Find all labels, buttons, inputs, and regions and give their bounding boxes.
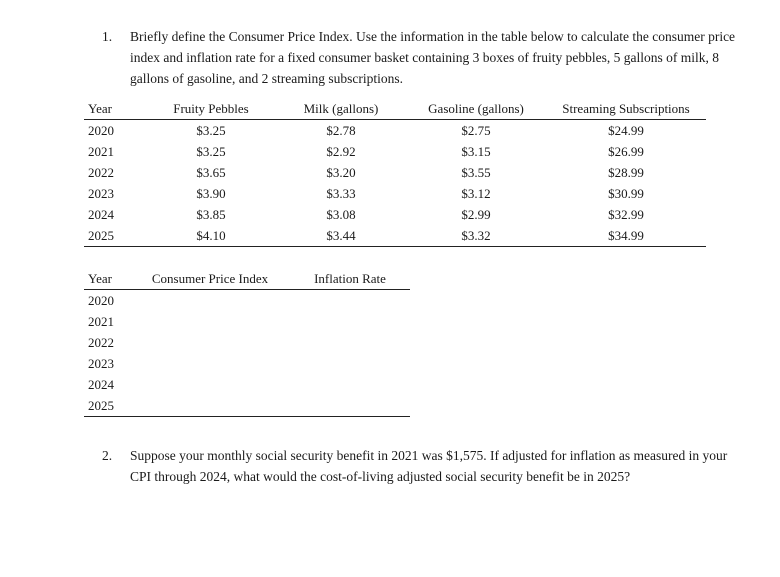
cpi-header-consumer-price-index: Consumer Price Index	[130, 268, 290, 290]
table-row	[84, 395, 410, 417]
price-header-milk: Milk (gallons)	[276, 98, 406, 120]
inflation-answer-cell[interactable]	[290, 395, 410, 417]
table-row	[84, 204, 706, 225]
question-2-number: 2.	[102, 448, 113, 463]
question-1-text: Briefly define the Consumer Price Index. Use the information in the table below to calculate the consumer price index and inflation rate for a fixed consumer basket containing 3 boxes of fruity pebbles, 5 gallons of milk, 8 gallons of gasoline, and 2 streaming subscriptions.	[130, 29, 736, 86]
table-cell: 2022	[88, 334, 114, 350]
table-cell: 2021	[88, 313, 114, 329]
price-header-fruity-pebbles: Fruity Pebbles	[146, 98, 276, 120]
price-header-streaming: Streaming Subscriptions	[546, 98, 706, 120]
cpi-answer-cell[interactable]	[130, 332, 290, 353]
table-row	[84, 120, 706, 142]
cpi-answer-cell[interactable]	[130, 290, 290, 312]
table-row	[84, 311, 410, 332]
cpi-table	[84, 268, 410, 417]
table-cell: $26.99	[608, 143, 644, 159]
table-cell: $3.20	[326, 164, 356, 180]
table-row	[84, 183, 706, 204]
cpi-table-header-row	[84, 268, 410, 290]
cpi-answer-cell[interactable]	[130, 353, 290, 374]
price-header-gasoline: Gasoline (gallons)	[406, 98, 546, 120]
inflation-answer-cell[interactable]	[290, 353, 410, 374]
table-cell: $4.10	[146, 225, 276, 247]
table-cell: 2025	[84, 225, 146, 247]
price-table	[84, 98, 706, 247]
table-cell: 2022	[88, 164, 114, 180]
table-cell: 2024	[88, 206, 114, 222]
table-row	[84, 332, 410, 353]
cpi-answer-cell[interactable]	[130, 374, 290, 395]
table-cell: 2020	[88, 122, 114, 138]
table-cell: $2.78	[326, 122, 356, 138]
question-2-text: Suppose your monthly social security benefit in 2021 was $1,575. If adjusted for inflation as measured in your CPI through 2024, what would the cost-of-living adjusted social security benefit be in 2025?	[130, 448, 728, 484]
table-cell: $3.65	[196, 164, 226, 180]
table-cell: $3.85	[196, 206, 226, 222]
table-cell: $32.99	[608, 206, 644, 222]
inflation-answer-cell[interactable]	[290, 374, 410, 395]
table-row	[84, 353, 410, 374]
table-cell: $2.92	[326, 143, 356, 159]
table-cell: 2024	[88, 376, 114, 392]
cpi-answer-cell[interactable]	[130, 395, 290, 417]
price-table-header-row	[84, 98, 706, 120]
table-cell: $3.12	[461, 185, 491, 201]
table-row	[84, 225, 706, 247]
inflation-answer-cell[interactable]	[290, 290, 410, 312]
table-cell: $3.44	[276, 225, 406, 247]
table-cell: 2025	[84, 395, 130, 417]
table-cell: $3.25	[196, 143, 226, 159]
table-cell: $2.75	[461, 122, 491, 138]
cpi-header-year: Year	[84, 268, 130, 290]
table-row	[84, 141, 706, 162]
table-cell: $3.25	[196, 122, 226, 138]
price-header-year: Year	[84, 98, 146, 120]
cpi-header-inflation-rate: Inflation Rate	[290, 268, 410, 290]
table-cell: $30.99	[608, 185, 644, 201]
question-2	[102, 445, 742, 487]
table-cell: $3.15	[461, 143, 491, 159]
cpi-answer-cell[interactable]	[130, 311, 290, 332]
inflation-answer-cell[interactable]	[290, 311, 410, 332]
question-1	[102, 26, 742, 89]
table-cell: $28.99	[608, 164, 644, 180]
table-cell: $24.99	[608, 122, 644, 138]
table-row	[84, 374, 410, 395]
table-cell: 2023	[88, 185, 114, 201]
table-cell: $34.99	[546, 225, 706, 247]
table-cell: 2021	[88, 143, 114, 159]
table-row	[84, 162, 706, 183]
table-cell: $3.08	[326, 206, 356, 222]
table-cell: $3.33	[326, 185, 356, 201]
table-cell: $2.99	[461, 206, 491, 222]
table-row	[84, 290, 410, 312]
table-cell: $3.32	[406, 225, 546, 247]
table-cell: $3.55	[461, 164, 491, 180]
question-1-number: 1.	[102, 29, 113, 44]
table-cell: 2020	[88, 292, 114, 308]
inflation-answer-cell[interactable]	[290, 332, 410, 353]
table-cell: 2023	[88, 355, 114, 371]
table-cell: $3.90	[196, 185, 226, 201]
